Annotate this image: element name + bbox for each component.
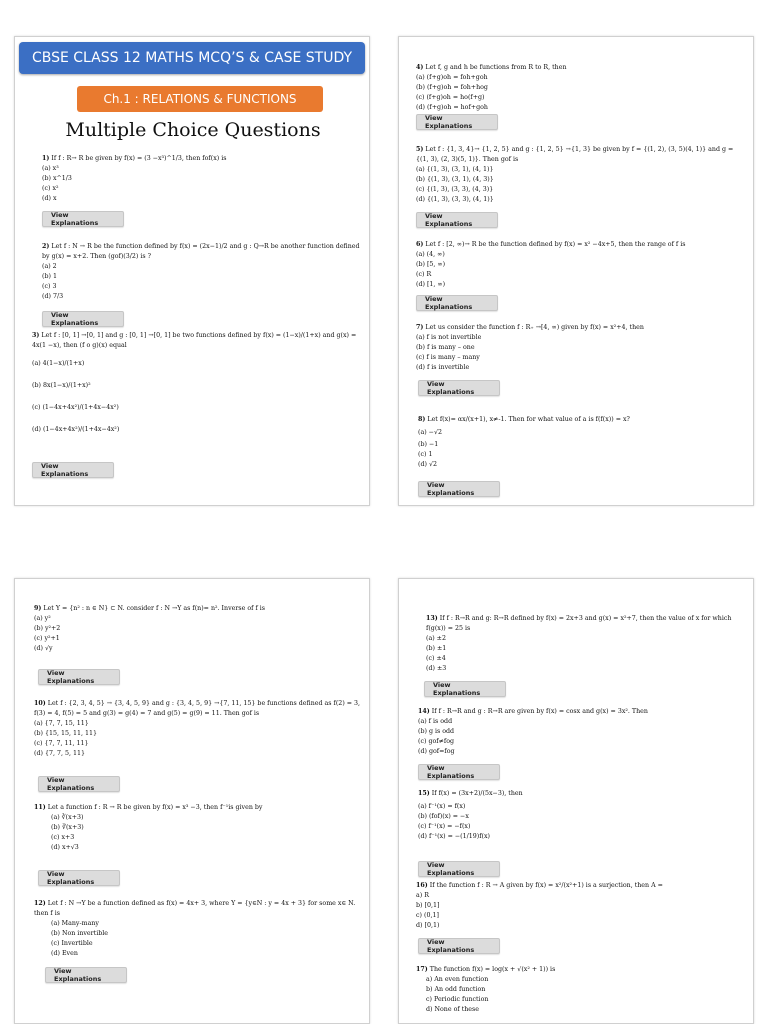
option-d: (d) √y <box>34 645 53 652</box>
question-number: 3) <box>32 332 40 339</box>
chapter-badge: Ch.1 : RELATIONS & FUNCTIONS <box>77 86 323 112</box>
question-6 <box>416 240 746 290</box>
option-d: (d) √2 <box>418 461 437 468</box>
question-number: 9) <box>34 605 42 612</box>
question-number: 12) <box>34 900 46 907</box>
option-d: (d) f is invertible <box>416 364 470 371</box>
question-text: Let f : [0, 1] →[0, 1] and g : [0, 1] →[0, 1] be two functions defined by f(x) = (1−x)/(1+x) and g(x) = 4x(1 −x), then (f o g)(x) equal <box>32 332 357 349</box>
option-c: (c) x+3 <box>51 834 75 841</box>
question-number: 5) <box>416 146 424 153</box>
question-1 <box>42 154 362 204</box>
question-number: 15) <box>418 790 430 797</box>
question-text: Let Y = {n² : n ∈ N} ⊂ N. consider f : N →Y as f(n)= n². Inverse of f is <box>43 605 266 612</box>
view-explanations-button-q11[interactable]: View Explanations <box>38 870 120 886</box>
question-number: 11) <box>34 804 46 811</box>
view-explanations-button-q7[interactable]: View Explanations <box>418 380 500 396</box>
question-text: If the function f : R → A given by f(x) = x²/(x²+1) is a surjection, then A = <box>429 882 663 889</box>
option-a: (a) y² <box>34 615 51 622</box>
question-text: If f : R→R and g: R→R defined by f(x) = 2x+3 and g(x) = x²+7, then the value of x for which f(g(x)) = 25 is <box>426 615 732 632</box>
section-title: Multiple Choice Questions <box>65 119 321 141</box>
option-d: (d) x <box>42 195 57 202</box>
option-a: (a) ∛(x+3) <box>51 814 84 821</box>
view-explanations-button-q6[interactable]: View Explanations <box>416 295 498 311</box>
question-text: Let f : N →Y be a function defined as f(x) = 4x+ 3, where Y = {y∈N : y = 4x + 3} for some x∈ N. then f is <box>34 900 356 917</box>
option-a: (a) f is odd <box>418 718 453 725</box>
view-explanations-button-q10[interactable]: View Explanations <box>38 776 120 792</box>
view-explanations-button-q4[interactable]: View Explanations <box>416 114 498 130</box>
question-text: Let us consider the function f : R₊ →[4, ∞) given by f(x) = x²+4, then <box>425 324 644 331</box>
option-c: (c) 1 <box>418 451 433 458</box>
option-b: (b) f is many – one <box>416 344 475 351</box>
question-number: 10) <box>34 700 46 707</box>
option-d: (d) 7/3 <box>42 293 64 300</box>
option-d: (d) ±3 <box>426 665 447 672</box>
view-explanations-button-q9[interactable]: View Explanations <box>38 669 120 685</box>
option-c: (c) f is many – many <box>416 354 480 361</box>
option-a: (a) 4(1−x)/(1+x) <box>32 360 85 367</box>
question-text: Let f : {2, 3, 4, 5} → {3, 4, 5, 9} and g : {3, 4, 5, 9} →{7, 11, 15} be functions defined as f(2) = 3, f(3) = 4, f(5) = 5 and g(3) = g(4) = 7 and g(5) = g(9) = 11. Then gof is <box>34 700 361 717</box>
question-text: Let f : N → R be the function defined by f(x) = (2x−1)/2 and g : Q→R be another function defined by g(x) = x+2. Then (gof)(3/2) is ? <box>42 243 360 260</box>
option-a: (a) 2 <box>42 263 57 270</box>
view-explanations-button-q16[interactable]: View Explanations <box>418 938 500 954</box>
option-a: (a) x³ <box>42 165 59 172</box>
question-11 <box>34 803 364 853</box>
question-12 <box>34 899 364 959</box>
question-7 <box>416 323 746 373</box>
option-b: (b) [5, ∞) <box>416 261 446 268</box>
option-a: a) An even function <box>426 976 489 983</box>
question-15 <box>418 789 748 842</box>
option-d: (d) [1, ∞) <box>416 281 446 288</box>
option-d: (d) gof=fog <box>418 748 455 755</box>
option-b: (b) (f+g)oh = foh+hog <box>416 84 488 91</box>
question-8 <box>418 415 748 470</box>
view-explanations-button-q3[interactable]: View Explanations <box>32 462 114 478</box>
option-b: (b) {(1, 3), (3, 1), (4, 3)} <box>416 176 494 183</box>
option-a: (a) (4, ∞) <box>416 251 445 258</box>
option-c: (c) y²+1 <box>34 635 60 642</box>
option-d: (d) Even <box>51 950 78 957</box>
question-16 <box>416 881 746 931</box>
option-a: a) R <box>416 892 429 899</box>
option-d: (d) (1−4x+4x²)/(1+4x−4x²) <box>32 426 120 433</box>
option-b: (b) ∛(x+3) <box>51 824 84 831</box>
question-17 <box>416 965 746 1015</box>
option-c: (c) Invertible <box>51 940 93 947</box>
option-d: (d) {(1, 3), (3, 3), (4, 1)} <box>416 196 494 203</box>
question-number: 16) <box>416 882 428 889</box>
question-10 <box>34 699 364 759</box>
question-text: Let a function f : R → R be given by f(x) = x³ −3, then f⁻¹is given by <box>47 804 263 811</box>
question-number: 7) <box>416 324 424 331</box>
view-explanations-button-q1[interactable]: View Explanations <box>42 211 124 227</box>
option-c: (c) x² <box>42 185 59 192</box>
option-c: (c) (f+g)oh = ho(f+g) <box>416 94 485 101</box>
question-5 <box>416 145 746 205</box>
option-c: c) (0,1] <box>416 912 439 919</box>
view-explanations-button-q2[interactable]: View Explanations <box>42 311 124 327</box>
option-a: (a) −√2 <box>418 429 442 436</box>
question-text: If f : R→ R be given by f(x) = (3 −x³)^1/3, then fof(x) is <box>51 155 227 162</box>
option-c: (c) R <box>416 271 432 278</box>
question-text: The function f(x) = log(x + √(x² + 1)) is <box>429 966 556 973</box>
view-explanations-button-q15[interactable]: View Explanations <box>418 861 500 877</box>
option-b: (b) y²+2 <box>34 625 61 632</box>
option-d: (d) f⁻¹(x) = −(1/19)f(x) <box>418 833 490 840</box>
option-a: (a) f is not invertible <box>416 334 482 341</box>
option-b: (b) 1 <box>42 273 57 280</box>
option-b: b) [0,1] <box>416 902 440 909</box>
question-2 <box>42 242 362 302</box>
option-b: (b) 8x(1−x)/(1+x)² <box>32 382 91 389</box>
question-number: 2) <box>42 243 50 250</box>
view-explanations-button-q5[interactable]: View Explanations <box>416 212 498 228</box>
option-d: (d) x+√3 <box>51 844 79 851</box>
page-4 <box>398 578 754 1024</box>
option-a: (a) ±2 <box>426 635 446 642</box>
option-b: (b) x^1/3 <box>42 175 72 182</box>
option-c: (c) f⁻¹(x) = −f(x) <box>418 823 471 830</box>
page-2 <box>398 36 754 506</box>
question-text: Let f : [2, ∞)→ R be the function defined by f(x) = x² −4x+5, then the range of f is <box>425 241 686 248</box>
option-b: (b) g is odd <box>418 728 455 735</box>
option-d: (d) {7, 7, 5, 11} <box>34 750 85 757</box>
banner-title: CBSE CLASS 12 MATHS MCQ’S & CASE STUDY <box>19 42 365 74</box>
question-9 <box>34 604 364 654</box>
view-explanations-button-q8[interactable]: View Explanations <box>418 481 500 497</box>
option-c: (c) (1−4x+4x²)/(1+4x−4x²) <box>32 404 119 411</box>
option-a: (a) f⁻¹(x) = f(x) <box>418 803 466 810</box>
page-3 <box>14 578 370 1024</box>
question-text: Let f : {1, 3, 4}→ {1, 2, 5} and g : {1, 2, 5} →{1, 3} be given by f = {(1, 2), (3, 5)(4, 1)} and g = {(1, 3), (2, 3)(5, 1)}. Then gof is <box>416 146 734 163</box>
option-a: (a) (f+g)oh = foh+goh <box>416 74 488 81</box>
option-b: (b) ±1 <box>426 645 447 652</box>
question-number: 14) <box>418 708 430 715</box>
question-number: 1) <box>42 155 50 162</box>
question-text: If f(x) = (3x+2)/(5x−3), then <box>431 790 523 797</box>
option-c: c) Periodic function <box>426 996 489 1003</box>
option-d: (d) (f+g)oh = hof+goh <box>416 104 488 111</box>
option-c: (c) {7, 7, 11, 11} <box>34 740 89 747</box>
option-d: d) None of these <box>426 1006 479 1013</box>
question-number: 6) <box>416 241 424 248</box>
option-b: (b) Non invertible <box>51 930 108 937</box>
view-explanations-button-q12[interactable]: View Explanations <box>45 967 127 983</box>
option-c: (c) 3 <box>42 283 57 290</box>
option-a: (a) Many-many <box>51 920 99 927</box>
question-14 <box>418 707 748 757</box>
question-3 <box>32 331 362 435</box>
view-explanations-button-q13[interactable]: View Explanations <box>424 681 506 697</box>
question-13 <box>426 614 746 674</box>
question-text: If f : R→R and g : R→R are given by f(x) = cosx and g(x) = 3x². Then <box>431 708 648 715</box>
option-a: (a) {(1, 3), (3, 1), (4, 1)} <box>416 166 494 173</box>
page-1 <box>14 36 370 506</box>
option-c: (c) gof≠fog <box>418 738 455 745</box>
option-c: (c) {(1, 3), (3, 3), (4, 3)} <box>416 186 494 193</box>
option-d: d) [0,1) <box>416 922 440 929</box>
view-explanations-button-q14[interactable]: View Explanations <box>418 764 500 780</box>
question-number: 8) <box>418 416 426 423</box>
question-number: 17) <box>416 966 428 973</box>
option-b: (b) −1 <box>418 441 439 448</box>
option-c: (c) ±4 <box>426 655 446 662</box>
question-number: 4) <box>416 64 424 71</box>
option-a: (a) {7, 7, 15, 11} <box>34 720 89 727</box>
question-text: Let f(x)= αx/(x+1), x≠-1. Then for what value of a is f(f(x)) = x? <box>427 416 630 423</box>
question-text: Let f, g and h be functions from R to R, then <box>425 64 567 71</box>
option-b: b) An odd function <box>426 986 486 993</box>
option-b: (b) {15, 15, 11, 11} <box>34 730 98 737</box>
option-b: (b) (fof)(x) = −x <box>418 813 469 820</box>
question-number: 13) <box>426 615 438 622</box>
question-4 <box>416 63 746 113</box>
